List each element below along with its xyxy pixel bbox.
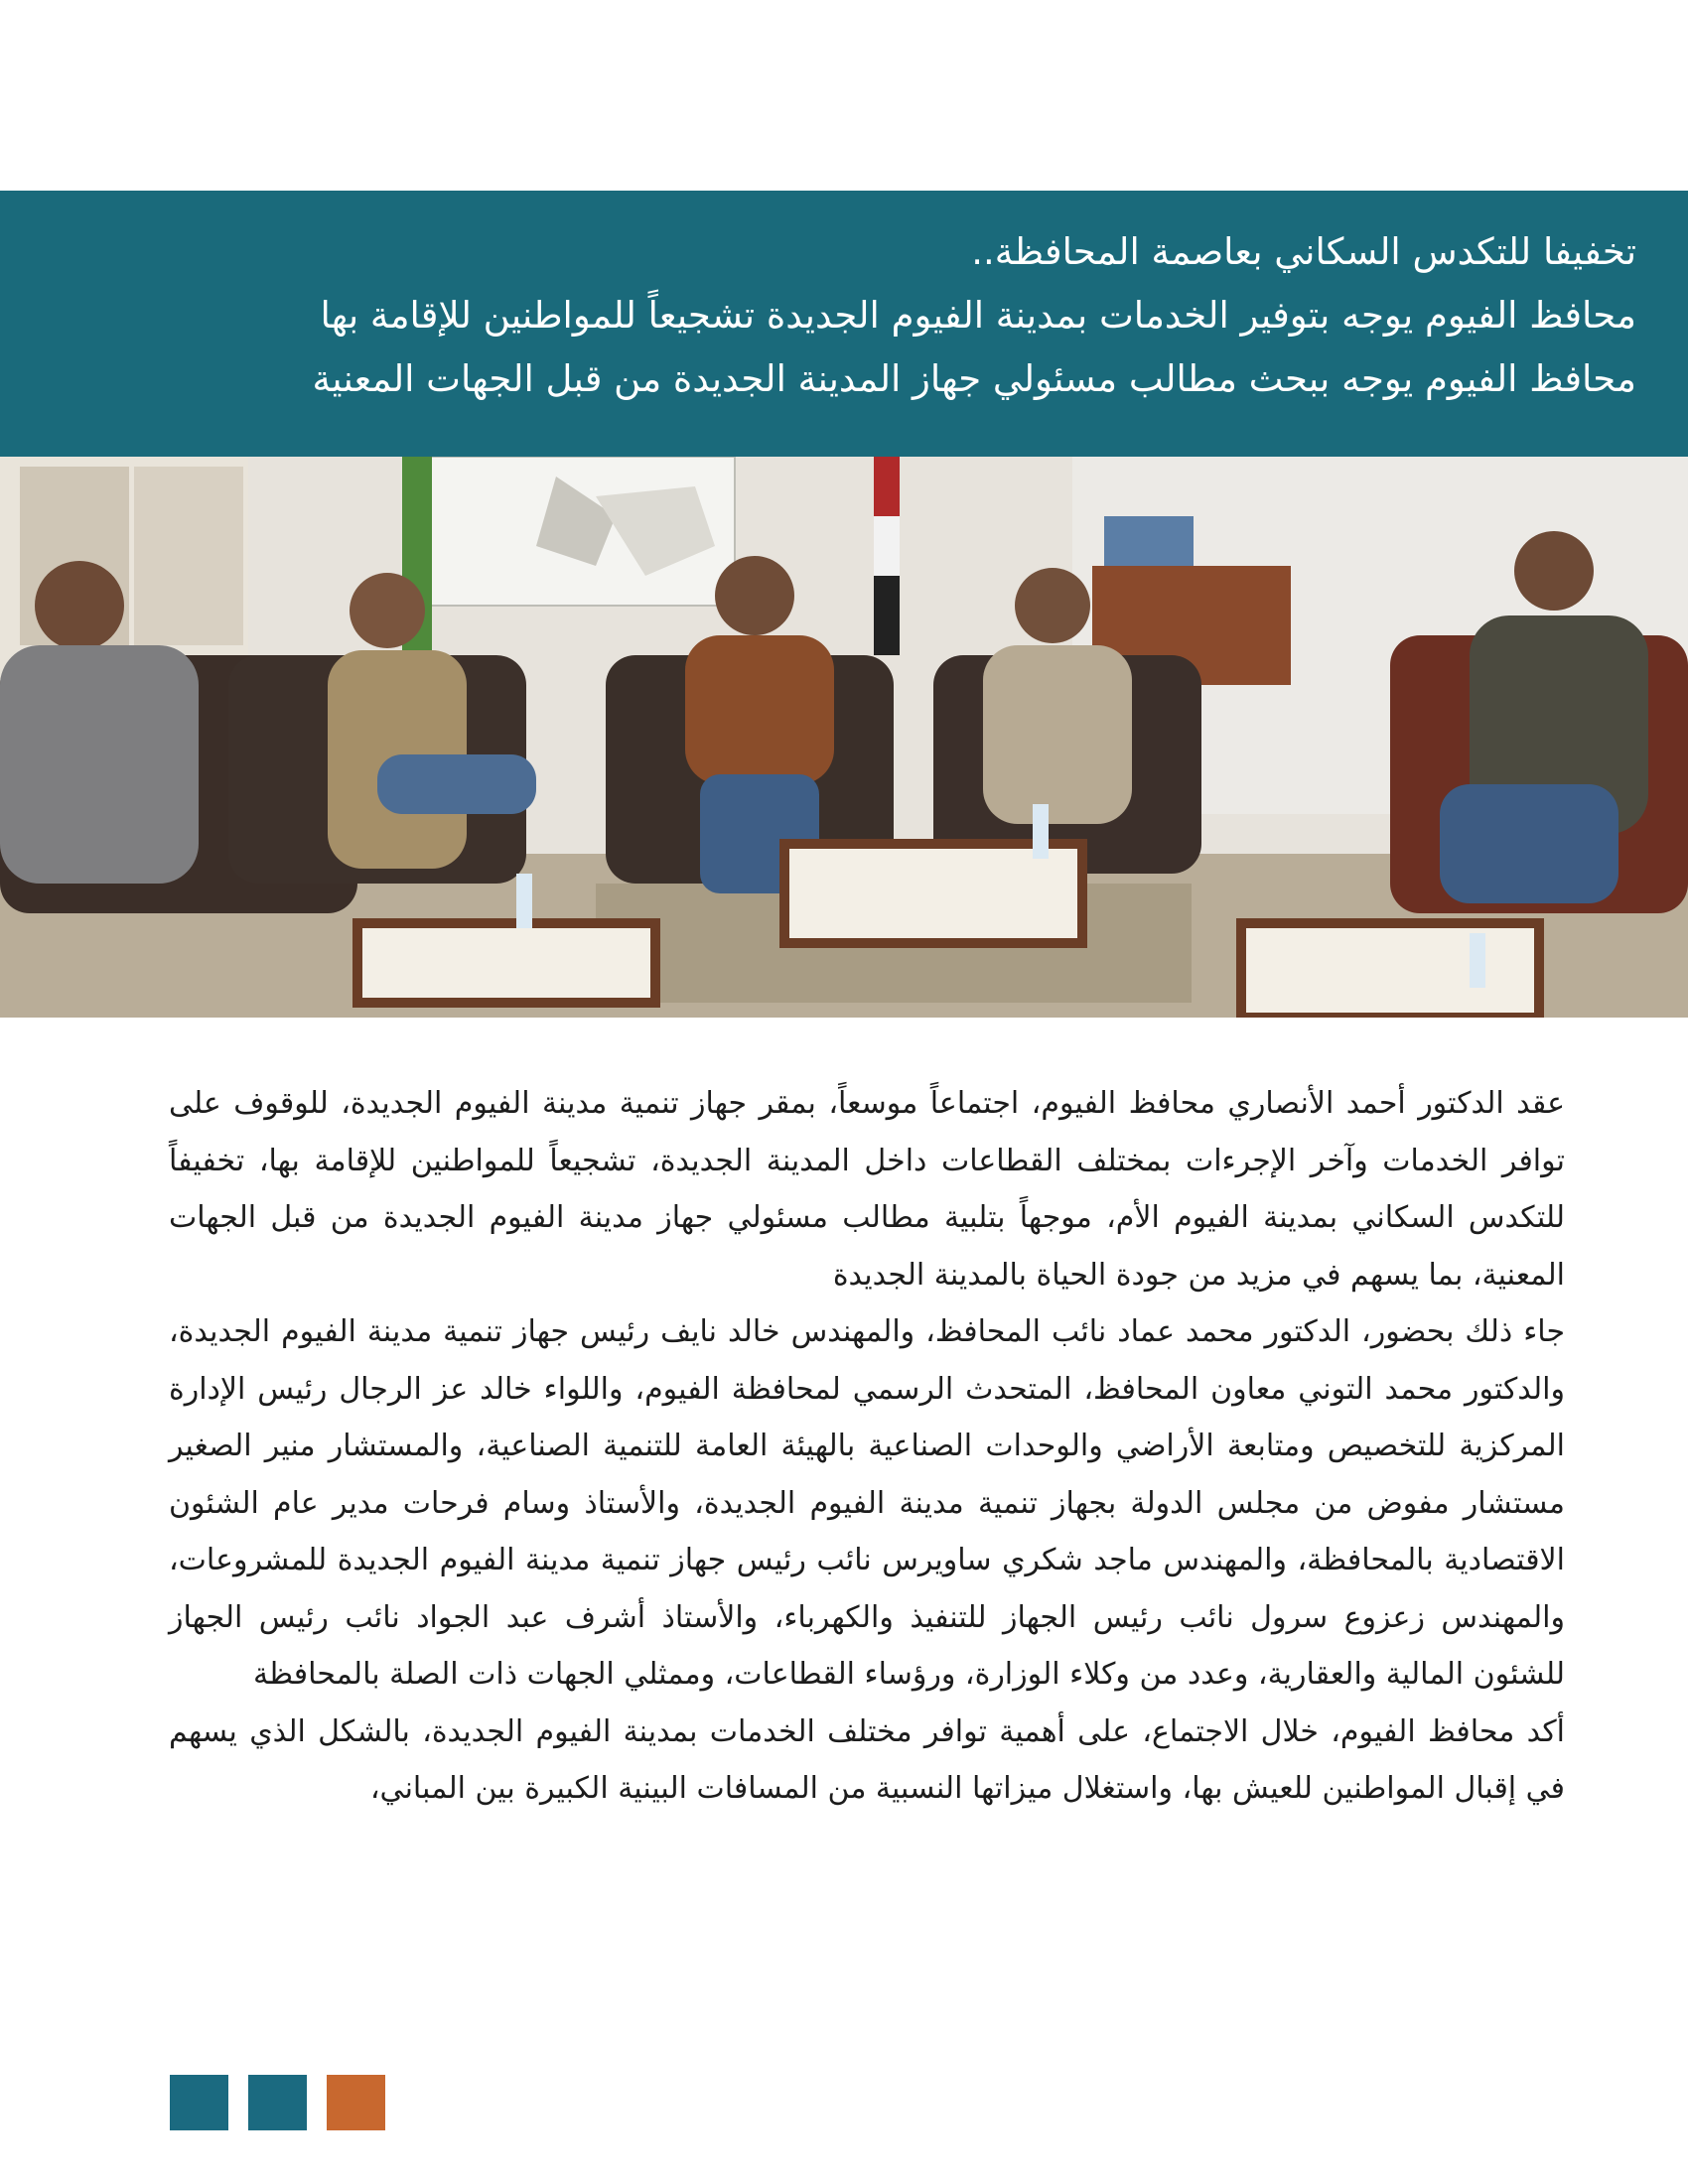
meeting-photo-illustration xyxy=(0,457,1688,1018)
article-paragraph-2: جاء ذلك بحضور، الدكتور محمد عماد نائب المحافظ، والمهندس خالد نايف رئيس جهاز تنمية مدينة الفيوم الجديدة، والدكتور محمد التوني معاون المحافظ، المتحدث الرسمي لمحافظة الفيوم، واللواء خالد عز الرجال رئيس الإدارة المركزية للتخصيص ومتابعة الأراضي والوحدات الصناعية بالهيئة العامة للتنمية الصناعية، والمستشار منير الصغير مستشار مفوض من مجلس الدولة بجهاز تنمية مدينة الفيوم الجديدة، والأستاذ وسام فرحات مدير عام الشئون الاقتصادية بالمحافظة، والمهندس ماجد شكري ساويرس نائب رئيس جهاز تنمية مدينة الفيوم الجديدة للمشروعات، والمهندس زعزوع سرول نائب رئيس الجهاز للتنفيذ والكهرباء، والأستاذ أشرف عبد الجواد نائب رئيس الجهاز للشئون المالية والعقارية، وعدد من وكلاء الوزارة، ورؤساء القطاعات، وممثلي الجهات ذات الصلة بالمحافظة xyxy=(169,1314,1565,1692)
decorative-squares xyxy=(170,2075,385,2130)
meeting-photo xyxy=(0,457,1688,1018)
article-body xyxy=(169,1075,1565,1818)
teal-square-2 xyxy=(248,2075,307,2130)
headline-line-3: محافظ الفيوم يوجه ببحث مطالب مسئولي جهاز المدينة الجديدة من قبل الجهات المعنية xyxy=(312,357,1636,400)
headline-line-2: محافظ الفيوم يوجه بتوفير الخدمات بمدينة الفيوم الجديدة تشجيعاً للمواطنين للإقامة بها xyxy=(320,294,1636,337)
article-paragraph-1: عقد الدكتور أحمد الأنصاري محافظ الفيوم، اجتماعاً موسعاً، بمقر جهاز تنمية مدينة الفيوم الجديدة، للوقوف على توافر الخدمات وآخر الإجرءات بمختلف القطاعات داخل المدينة الجديدة، تشجيعاً للمواطنين للإقامة بها، تخفيفاً للتكدس السكاني بمدينة الفيوم الأم، موجهاً بتلبية مطالب مسئولي جهاز مدينة الفيوم الجديدة من قبل الجهات المعنية، بما يسهم في مزيد من جودة الحياة بالمدينة الجديدة xyxy=(169,1086,1565,1293)
headline-banner xyxy=(0,191,1688,457)
headline-line-1: تخفيفا للتكدس السكاني بعاصمة المحافظة.. xyxy=(971,230,1636,273)
article-paragraph-3: أكد محافظ الفيوم، خلال الاجتماع، على أهمية توافر مختلف الخدمات بمدينة الفيوم الجديدة، بالشكل الذي يسهم في إقبال المواطنين للعيش بها، واستغلال ميزاتها النسبية من المسافات البينية الكبيرة بين المباني، xyxy=(169,1713,1565,1806)
teal-square-1 xyxy=(170,2075,228,2130)
orange-square xyxy=(327,2075,385,2130)
